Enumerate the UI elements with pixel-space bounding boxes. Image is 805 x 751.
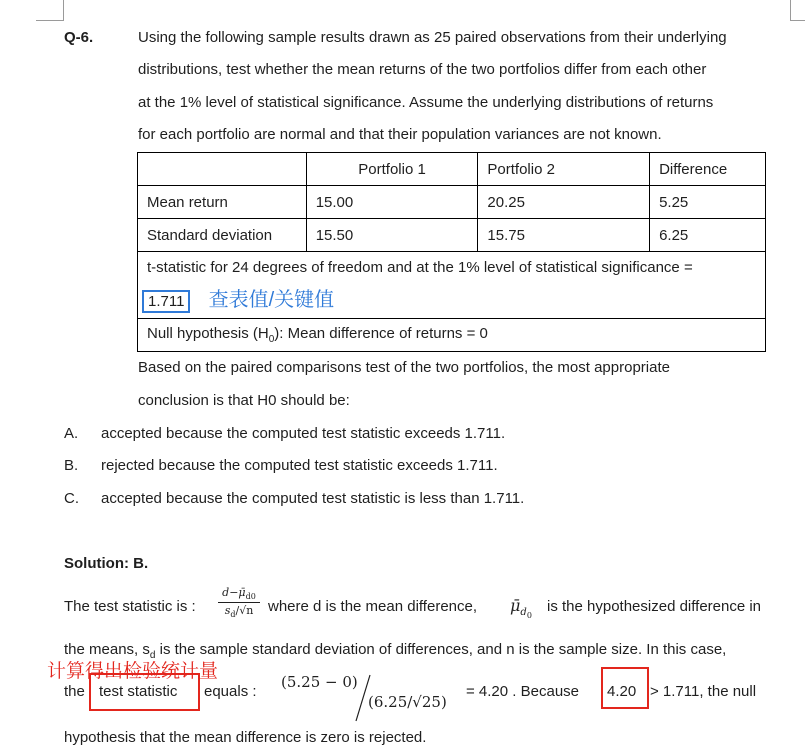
- tstat-label: t-statistic for 24 degrees of freedom and at the 1% level of statistical significance =: [147, 258, 693, 276]
- corner-mark-left: [36, 0, 64, 21]
- question-line-2: distributions, test whether the mean returns of the two portfolios differ from each other: [138, 61, 707, 78]
- option-b-letter: B.: [64, 457, 79, 474]
- option-c-text: accepted because the computed test statistic is less than 1.711.: [101, 490, 525, 507]
- null-hypothesis-sub: 0: [268, 334, 275, 345]
- table-cell: 20.25: [478, 186, 650, 219]
- null-hypothesis-suffix: ): Mean difference of returns = 0: [274, 325, 488, 342]
- critical-value-annotation: 查表值/关键值: [208, 288, 335, 311]
- table-cell: 5.25: [650, 186, 766, 219]
- solution-title: Solution: B.: [64, 555, 149, 572]
- solution-line-1-mid: where d is the mean difference,: [268, 598, 478, 615]
- table-row: [138, 219, 766, 252]
- null-hypothesis-row: [138, 319, 766, 352]
- option-c-letter: C.: [64, 490, 79, 507]
- solution-line-3-boxed: test statistic: [99, 683, 178, 700]
- question-line-3: at the 1% level of statistical significance. Assume the underlying distributions of returns: [138, 94, 714, 111]
- table-cell: 15.75: [478, 219, 650, 252]
- table-cell: Mean return: [138, 186, 307, 219]
- question-line-4: for each portfolio are normal and that their population variances are not known.: [138, 126, 662, 143]
- corner-mark-right: [790, 0, 805, 21]
- table-cell: Standard deviation: [138, 219, 307, 252]
- conclusion-line-1: Based on the paired comparisons test of the two portfolios, the most appropriate: [138, 359, 670, 376]
- tstat-cell: [138, 252, 766, 319]
- solution-line-3-equals: equals :: [204, 683, 257, 700]
- mu-symbol: $\mū_{d_0}$: [510, 596, 532, 621]
- solution-line-3-result: = 4.20 . Because: [466, 683, 579, 700]
- table-header-cell: [138, 153, 307, 186]
- table-header-cell: Portfolio 1: [306, 153, 478, 186]
- table-cell: 15.50: [306, 219, 478, 252]
- tstat-value-line: [142, 283, 756, 312]
- option-b-text: rejected because the computed test statistic exceeds 1.711.: [101, 457, 498, 474]
- conclusion-line-2: conclusion is that H0 should be:: [138, 392, 350, 409]
- question-line-1: Using the following sample results drawn as 25 paired observations from their underlying: [138, 29, 727, 46]
- tstat-value-box: 1.711: [142, 290, 190, 313]
- table-cell: 15.00: [306, 186, 478, 219]
- null-hypothesis-prefix: Null hypothesis (H: [147, 325, 269, 342]
- solution-line-3-the: the: [64, 683, 85, 700]
- solution-line-3-tail: > 1.711, the null: [650, 683, 757, 700]
- solution-line-1-start: The test statistic is :: [64, 598, 196, 615]
- option-a-letter: A.: [64, 425, 79, 442]
- table-cell: 6.25: [650, 219, 766, 252]
- table-header-cell: Difference: [650, 153, 766, 186]
- solution-line-2: the means, $s_d$ is the sample standard deviation of differences, and n is the sample size. In this case,: [64, 641, 727, 661]
- fraction-denominator: (6.25/√25): [368, 693, 447, 711]
- table-header-cell: Portfolio 2: [478, 153, 650, 186]
- fraction-numerator: (5.25 − 0): [281, 673, 358, 691]
- test-statistic-annotation: 计算得出检验统计量: [47, 661, 219, 682]
- question-number: Q-6.: [64, 29, 94, 46]
- solution-line-4: hypothesis that the mean difference is zero is rejected.: [64, 729, 427, 746]
- option-a-text: accepted because the computed test statistic exceeds 1.711.: [101, 425, 506, 442]
- data-table: [137, 152, 766, 352]
- solution-line-1-end: is the hypothesized difference in: [547, 598, 762, 615]
- null-hypothesis-cell: [138, 319, 766, 352]
- table-row: [138, 186, 766, 219]
- test-statistic-formula: [218, 586, 260, 619]
- solution-line-3-boxed-value: 4.20: [607, 683, 637, 700]
- table-header-row: [138, 153, 766, 186]
- formula-numerator: $d-\mū_{d0}$: [218, 586, 260, 603]
- formula-denominator: $s_d/√n$: [224, 604, 254, 620]
- tstat-row: [138, 252, 766, 319]
